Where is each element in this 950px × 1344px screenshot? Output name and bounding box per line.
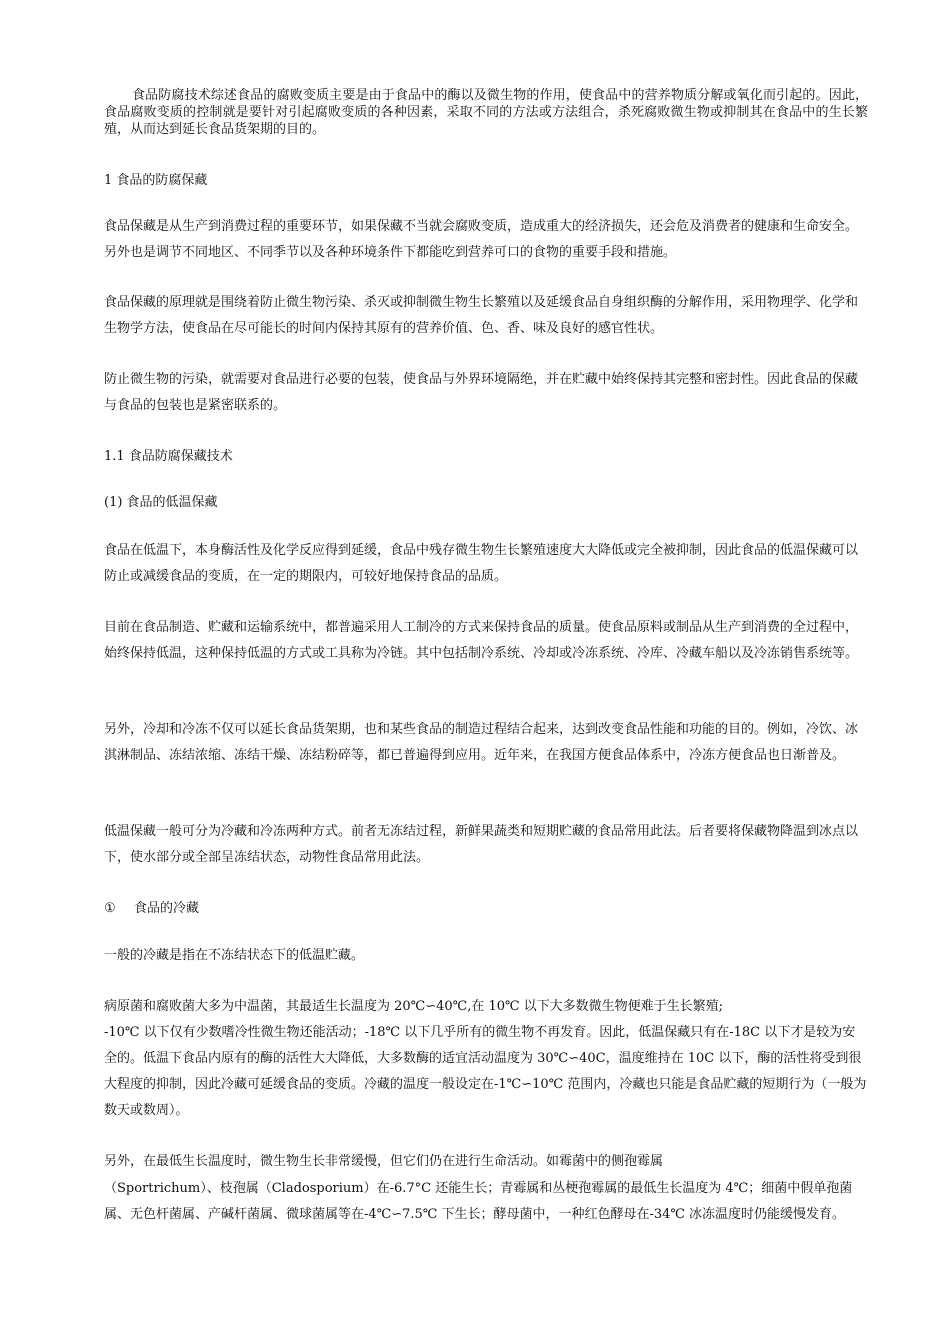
subheading-low-temperature: (1) 食品的低温保藏 (104, 495, 218, 510)
circled-number-one: ① (104, 901, 116, 916)
paragraph-cold-definition: 一般的冷藏是指在不冻结状态下的低温贮藏。 (104, 948, 365, 963)
paragraph-preservation-importance: 食品保藏是从生产到消费过程的重要环节，如果保藏不当就会腐败变质，造成重大的经济损失，还会危及消费者的健康和生命安全。另外也是调节不同地区、不同季节以及各种环境条件下都能吃到营养可口的食物的重要手段和措施。 (104, 219, 859, 260)
paragraph-minimum-growth: （Sportrichum）、枝孢属（Cladosporium）在-6.7°C 还能生长；青霉属和丛梗孢霉属的最低生长温度为 4℃；细菌中假单孢菌属、无色杆菌属、产碱杆菌属、微球菌属等在-4℃∽7.5℃ 下生长；酵母菌中，一种红色酵母在-34℃ 冰冻温度时仍能缓慢发育。 (104, 1181, 853, 1222)
paragraph-storage-types: 低温保藏一般可分为冷藏和冷冻两种方式。前者无冻结过程，新鲜果蔬类和短期贮藏的食品常用此法。后者要将保藏物降温到冰点以下，使水部分或全部呈冻结状态，动物性食品常用此法。 (104, 824, 859, 865)
paragraph-minimum-growth-line1: 另外，在最低生长温度时，微生物生长非常缓慢，但它们仍在进行生命活动。如霉菌中的侧孢霉属 (104, 1154, 664, 1169)
subheading-cold-storage (104, 899, 868, 919)
section-heading-1: 1 食品的防腐保藏 (104, 173, 208, 188)
paragraph-microbe-temperature: -10℃ 以下仅有少数嗜冷性微生物还能活动；-18℃ 以下几乎所有的微生物不再发育。因此，低温保藏只有在-18C 以下才是较为安全的。低温下食品内原有的酶的活性大大降低，大多数酶的适宜活动温度为 30℃∽40C，温度维持在 10C 以下，酶的活性将受到很大程度的抑制，因此冷藏可延缓食品的变质。冷藏的温度一般设定在-1℃∽10℃ 范围内，冷藏也只能是食品贮藏的短期行为（一般为数天或数周）。 (104, 1025, 867, 1118)
subheading-cold-storage-label: 食品的冷藏 (134, 901, 200, 916)
paragraph-low-temp-effect: 食品在低温下，本身酶活性及化学反应得到延缓，食品中残存微生物生长繁殖速度大大降低或完全被抑制，因此食品的低温保藏可以防止或减缓食品的变质，在一定的期限内，可较好地保持食品的品质。 (104, 543, 859, 584)
section-heading-1-1: 1.1 食品防腐保藏技术 (104, 449, 233, 464)
paragraph-preservation-principle: 食品保藏的原理就是围绕着防止微生物污染、杀灭或抑制微生物生长繁殖以及延缓食品自身组织酶的分解作用，采用物理学、化学和生物学方法，使食品在尽可能长的时间内保持其原有的营养价值、色、香、味及良好的感官性状。 (104, 295, 859, 336)
paragraph-freezing-applications: 另外，冷却和冷冻不仅可以延长食品货架期，也和某些食品的制造过程结合起来，达到改变食品性能和功能的目的。例如，冷饮、冰淇淋制品、冻结浓缩、冻结干燥、冻结粉碎等，都已普遍得到应用。近年来，在我国方便食品体系中，冷冻方便食品也日渐普及。 (104, 722, 859, 763)
intro-paragraph: 食品防腐技术综述食品的腐败变质主要是由于食品中的酶以及微生物的作用，使食品中的营养物质分解或氧化而引起的。因此，食品腐败变质的控制就是要针对引起腐败变质的各种因素，采取不同的方法或方法组合，杀死腐败微生物或抑制其在食品中的生长繁殖，从而达到延长食品货架期的目的。 (104, 88, 868, 137)
paragraph-microbe-temperature-line1: 病原菌和腐败菌大多为中温菌，其最适生长温度为 20℃∽40℃,在 10℃ 以下大多数微生物便难于生长繁殖; (104, 999, 724, 1014)
paragraph-cold-chain: 目前在食品制造、贮藏和运输系统中，都普遍采用人工制冷的方式来保持食品的质量。使食品原料或制品从生产到消费的全过程中，始终保持低温，这种保持低温的方式或工具称为冷链。其中包括制冷系统、冷却或冷冻系统、冷库、冷藏车船以及冷冻销售系统等。 (104, 620, 859, 661)
paragraph-packaging: 防止微生物的污染，就需要对食品进行必要的包装，使食品与外界环境隔绝，并在贮藏中始终保持其完整和密封性。因此食品的保藏与食品的包装也是紧密联系的。 (104, 372, 859, 413)
